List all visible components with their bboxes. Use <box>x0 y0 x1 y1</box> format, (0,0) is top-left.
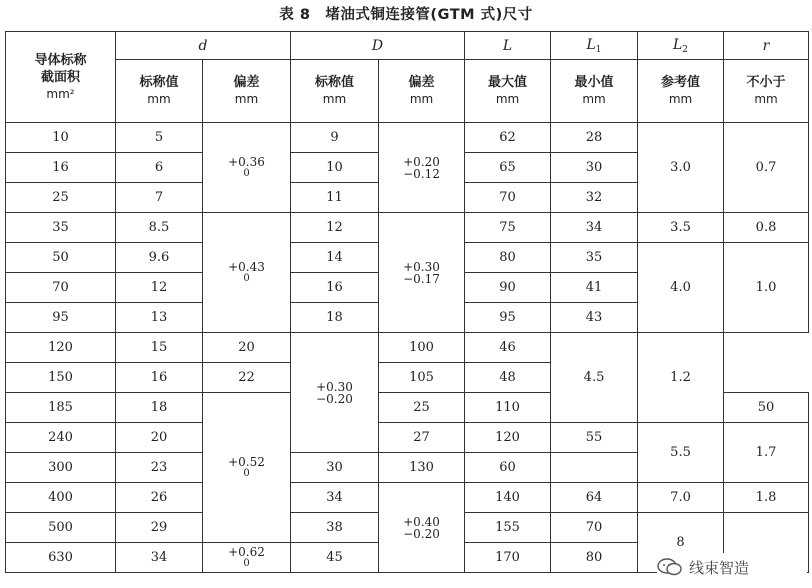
cell-L: 140 <box>465 483 551 513</box>
cell-L2: 3.5 <box>638 213 724 243</box>
cell-L: 75 <box>465 213 551 243</box>
cell-L1: 80 <box>551 543 638 573</box>
cell-L2: 4.0 <box>638 243 724 333</box>
cell-r: 1.0 <box>724 243 809 333</box>
cell-d: 16 <box>116 363 203 393</box>
cell-area: 400 <box>6 483 116 513</box>
cell-area: 25 <box>6 183 116 213</box>
cell-L2: 7.0 <box>638 483 724 513</box>
header-area-line1: 导体标称 <box>34 52 87 68</box>
cell-D: 25 <box>379 393 465 423</box>
cell-L: 90 <box>465 273 551 303</box>
cell-D: 27 <box>379 423 465 453</box>
cell-d: 20 <box>116 423 203 453</box>
header-L2-ref <box>638 60 724 123</box>
cell-d: 7 <box>116 183 203 213</box>
header-d-deviation <box>203 60 291 123</box>
cell-area: 185 <box>6 393 116 423</box>
cell-L: 65 <box>465 153 551 183</box>
cell-L: 155 <box>465 513 551 543</box>
cell-d: 29 <box>116 513 203 543</box>
cell-L1: 48 <box>465 363 551 393</box>
unit-mm: mm <box>668 92 693 106</box>
table-row <box>6 333 809 363</box>
cell-r: 0.8 <box>724 213 809 243</box>
table-row <box>6 483 809 513</box>
cell-L1: 55 <box>551 423 638 453</box>
label-deviation: 偏差 <box>408 75 435 90</box>
cell-D: 22 <box>203 363 291 393</box>
header-area <box>6 32 116 123</box>
watermark-text: 线束智造 <box>689 558 750 577</box>
tol-lower: 0 <box>243 167 250 179</box>
unit-mm: mm <box>234 92 259 106</box>
cell-area: 150 <box>6 363 116 393</box>
cell-d: 26 <box>116 483 203 513</box>
cell-D: 11 <box>291 183 379 213</box>
cell-d: 5 <box>116 123 203 153</box>
cell-d-tolerance <box>203 543 291 573</box>
header-r-notless <box>724 60 809 123</box>
header-L2-letter: L <box>673 36 683 53</box>
cell-L: 105 <box>379 363 465 393</box>
cell-d: 6 <box>116 153 203 183</box>
tol-upper: +0.52 <box>228 454 265 469</box>
cell-L: 100 <box>379 333 465 363</box>
header-d-nominal <box>116 60 203 123</box>
cell-D: 34 <box>291 483 379 513</box>
table-row <box>6 423 809 453</box>
tol-upper: +0.20 <box>403 154 440 169</box>
tol-lower: −0.12 <box>403 166 440 181</box>
cell-D: 12 <box>291 213 379 243</box>
cell-D-tolerance <box>379 123 465 213</box>
cell-D: 14 <box>291 243 379 273</box>
tol-upper: +0.43 <box>228 259 265 274</box>
cell-D: 45 <box>291 543 379 573</box>
cell-area: 240 <box>6 423 116 453</box>
cell-L1: 50 <box>724 393 809 423</box>
cell-r: 1.2 <box>638 333 724 423</box>
cell-L1: 60 <box>465 453 551 483</box>
cell-L1: 34 <box>551 213 638 243</box>
tol-upper: +0.36 <box>228 154 265 169</box>
cell-L: 170 <box>465 543 551 573</box>
tol-lower: 0 <box>243 557 250 569</box>
cell-L2: 4.5 <box>551 333 638 423</box>
cell-L: 130 <box>379 453 465 483</box>
cell-D: 16 <box>291 273 379 303</box>
cell-r: 0.7 <box>724 123 809 213</box>
cell-r: 1.8 <box>724 483 809 513</box>
unit-mm: mm <box>754 92 778 106</box>
cell-d: 12 <box>116 273 203 303</box>
header-L2 <box>638 32 724 60</box>
unit-mm: mm <box>495 92 520 106</box>
tol-upper: +0.30 <box>403 259 440 274</box>
cell-d-tolerance <box>203 213 291 333</box>
header-area-line2: 截面积 <box>40 69 80 85</box>
cell-d: 9.6 <box>116 243 203 273</box>
header-L1 <box>551 32 638 60</box>
cell-d: 13 <box>116 303 203 333</box>
header-L2-sub: 2 <box>682 44 689 55</box>
cell-L1: 41 <box>551 273 638 303</box>
tol-lower: −0.17 <box>403 271 440 286</box>
cell-L: 80 <box>465 243 551 273</box>
header-area-unit: mm² <box>46 86 75 101</box>
header-L: L <box>465 32 551 60</box>
cell-r: 1.7 <box>724 423 809 483</box>
cell-L: 62 <box>465 123 551 153</box>
header-D-deviation <box>379 60 465 123</box>
label-nominal: 标称值 <box>314 75 354 90</box>
cell-D: 30 <box>291 453 379 483</box>
cell-L1: 70 <box>551 513 638 543</box>
unit-mm: mm <box>582 92 606 106</box>
cell-D-tolerance <box>379 483 465 573</box>
label-min: 最小值 <box>574 75 614 90</box>
cell-L1: 28 <box>551 123 638 153</box>
table-row <box>6 123 809 153</box>
label-deviation: 偏差 <box>233 75 260 90</box>
header-d: d <box>116 32 291 60</box>
unit-mm: mm <box>409 92 434 106</box>
cell-L2: 3.0 <box>638 123 724 213</box>
header-L1-min <box>551 60 638 123</box>
cell-area: 10 <box>6 123 116 153</box>
cell-L1: 64 <box>551 483 638 513</box>
cell-area: 16 <box>6 153 116 183</box>
tol-lower: −0.20 <box>403 526 440 541</box>
cell-L: 110 <box>465 393 551 423</box>
table-title: 表 8 堵油式铜连接管(GTM 式)尺寸 <box>279 7 533 23</box>
cell-L1: 32 <box>551 183 638 213</box>
cell-area: 95 <box>6 303 116 333</box>
header-D: D <box>291 32 465 60</box>
cell-L: 120 <box>465 423 551 453</box>
cell-area: 300 <box>6 453 116 483</box>
cell-area: 50 <box>6 243 116 273</box>
wechat-icon <box>657 557 683 577</box>
tol-lower: 0 <box>243 272 250 284</box>
cell-L: 70 <box>465 183 551 213</box>
cell-d: 18 <box>116 393 203 423</box>
cell-d: 15 <box>116 333 203 363</box>
table-row <box>6 213 809 243</box>
cell-D-tolerance <box>379 213 465 333</box>
tol-upper: +0.62 <box>228 544 265 559</box>
cell-area: 630 <box>6 543 116 573</box>
cell-D: 38 <box>291 513 379 543</box>
cell-D: 10 <box>291 153 379 183</box>
cell-d-tolerance <box>203 393 291 543</box>
header-r: r <box>724 32 809 60</box>
cell-area: 120 <box>6 333 116 363</box>
cell-L1: 43 <box>551 303 638 333</box>
tol-upper: +0.40 <box>403 514 440 529</box>
label-max: 最大值 <box>488 75 528 90</box>
tol-lower: 0 <box>243 467 250 479</box>
cell-L1: 46 <box>465 333 551 363</box>
cell-L2: 8 <box>638 513 724 573</box>
unit-mm: mm <box>147 92 171 106</box>
cell-D: 18 <box>291 303 379 333</box>
label-nominal: 标称值 <box>139 75 179 90</box>
cell-area: 70 <box>6 273 116 303</box>
cell-L2: 5.5 <box>638 423 724 483</box>
cell-d: 23 <box>116 453 203 483</box>
header-L1-letter: L <box>586 36 596 53</box>
watermark <box>657 553 807 581</box>
cell-area: 35 <box>6 213 116 243</box>
label-ref: 参考值 <box>661 75 701 90</box>
cell-L: 95 <box>465 303 551 333</box>
cell-L1: 35 <box>551 243 638 273</box>
cell-d-tolerance <box>203 123 291 213</box>
tol-upper: +0.30 <box>316 379 353 394</box>
header-L1-sub: 1 <box>595 44 602 55</box>
cell-D-tolerance <box>291 333 379 453</box>
gtm-dimension-table <box>5 31 809 573</box>
cell-L1: 30 <box>551 153 638 183</box>
label-notless: 不小于 <box>746 75 786 90</box>
tol-lower: −0.20 <box>316 391 353 406</box>
cell-D: 20 <box>203 333 291 363</box>
cell-d: 34 <box>116 543 203 573</box>
header-L-max <box>465 60 551 123</box>
cell-area: 500 <box>6 513 116 543</box>
cell-D: 9 <box>291 123 379 153</box>
unit-mm: mm <box>322 92 347 106</box>
header-D-nominal <box>291 60 379 123</box>
cell-d: 8.5 <box>116 213 203 243</box>
